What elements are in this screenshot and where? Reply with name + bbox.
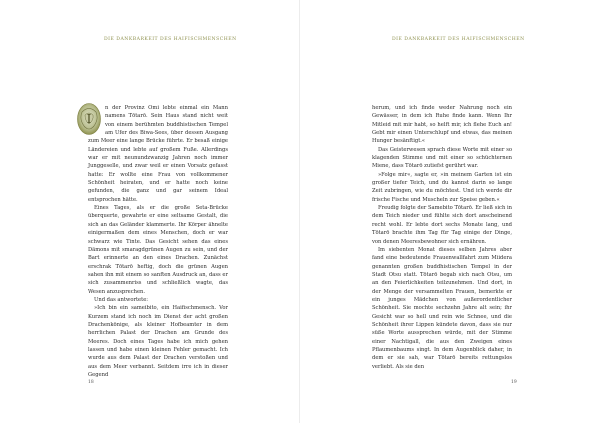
- left-page-number: 18: [88, 380, 94, 385]
- paragraph: »Ich bin ein sameibito, ein Haifischmensch. Vor Kurzem stand ich noch im Dienst der acht großen Drachenkönige, als kleiner Hofbeamter in dem herrlichen Palast der Drachen am Grunde des Meeres. Doch eines Tages habe ich mich gehen lassen und habe einen kleinen Fehler gemacht. Ich wurde aus dem Palast der Drachen verstoßen und aus dem Meer verbannt. Seitdem irre ich in dieser Gegend: [88, 305, 228, 378]
- left-running-head: DIE DANKBARKEIT DES HAIFISCHMENSCHEN: [104, 37, 237, 42]
- right-page: [300, 0, 600, 423]
- right-running-head: DIE DANKBARKEIT DES HAIFISCHMENSCHEN: [392, 37, 525, 42]
- left-body-text: [88, 104, 228, 379]
- paragraph: Eines Tages, als er die große Seta-Brücke überquerte, gewahrte er eine seltsame Gestalt, die sich an das Geländer klammerte. Ihr Körper ähnelte einigermaßen dem eines Menschen, doch er war schwarz wie Tinte. Das Gesicht sehen das eines Dämons mit smaragdgrünen Augen zu sein, und der Bart erinnerte an den eines Drachen. Zunächst erschrak Tōtarō heftig, doch die grünen Augen sahen ihn mit einem so sanften Ausdruck an, dass er sich zusammenriss und schließlich wagte, das Wesen anzusprechen.: [88, 205, 228, 295]
- paragraph: Und das antwortete:: [94, 296, 149, 303]
- paragraph: Im siebenten Monat dieses selben Jahres aber fand eine bedeutende Frauenwallfahrt zum Miidera genannten großen buddhistischen Tempel in der Stadt Otsu statt. Tōtarō begab sich nach Otsu, um an den Feierlichkeiten teilzunehmen. Und dort, in der Menge der versammelten Frauen, bemerkte er ein junges Mädchen von außerordentlicher Schönheit. Sie mochte sechzehn Jahre alt sein; ihr Gesicht war so hell und rein wie Schnee, und die Schönheit ihrer Lippen kündete davon, dass sie nur süße Worte aussprechen würde, mit der Stimme einer Nachtigall, die aus den Zweigen eines Pflaumenbaums singt. In dem Augenblick daher, in dem er sie sah, war Tōtarō bereits rettungslos verliebt. Als sie den: [372, 246, 512, 370]
- paragraph: Freudig folgte der Samebito Tōtarō. Er ließ sich in dem Teich nieder und fühlte sich dort anscheinend recht wohl. Er lebte dort sechs Monate lang, und Tōtarō brachte ihm Tag für Tag einige der Dinge, von denen Meeresbewohner sich ernähren.: [372, 205, 512, 245]
- right-body-text: [372, 104, 512, 371]
- right-page-number: 19: [511, 380, 517, 385]
- paragraph: herum, und ich finde weder Nahrung noch ein Gewässer, in dem ich Ruhe finde kann. Wenn Ihr Mitleid mit mir habt, so helft mir, ich flehe Euch an! Gebt mir einen Unterschlupf und etwas, das meinen Hunger besänftigt.«: [372, 105, 512, 145]
- paragraph: Das Geisterwesen sprach diese Worte mit einer so klagenden Stimme und mit einer so schüchternen Miene, dass Tōtarō zutiefst gerührt war.: [372, 146, 512, 170]
- dropcap-letter: I: [86, 112, 92, 126]
- ornamental-dropcap-icon: [76, 102, 102, 136]
- paragraph: n der Provinz Omi lebte einmal ein Mann namens Tōtarō. Sein Haus stand nicht weit von einem berühmten buddhistischen Tempel am Ufer des Biwa-Sees, über dessen Ausgang zum Meer eine lange Brücke führte. Er besaß einige Ländereien und lebte auf großem Fuße. Allerdings war er mit neunundzwanzig Jahren noch immer Junggeselle, und zwar weil er einen Vorsatz gefasst hatte: Er wollte eine Frau von vollkommener Schönheit heiraten, und er hatte noch keine gefunden, die ganz und gar seinem Ideal entsprochen hätte.: [88, 105, 228, 203]
- paragraph: »Folge mir«, sagte er, »in meinem Garten ist ein großer tiefer Teich, und du kannst darin so lange Zeit zubringen, wie du möchtest. Und ich werde dir frische Fische und Muscheln zur Speise geben.«: [372, 171, 512, 203]
